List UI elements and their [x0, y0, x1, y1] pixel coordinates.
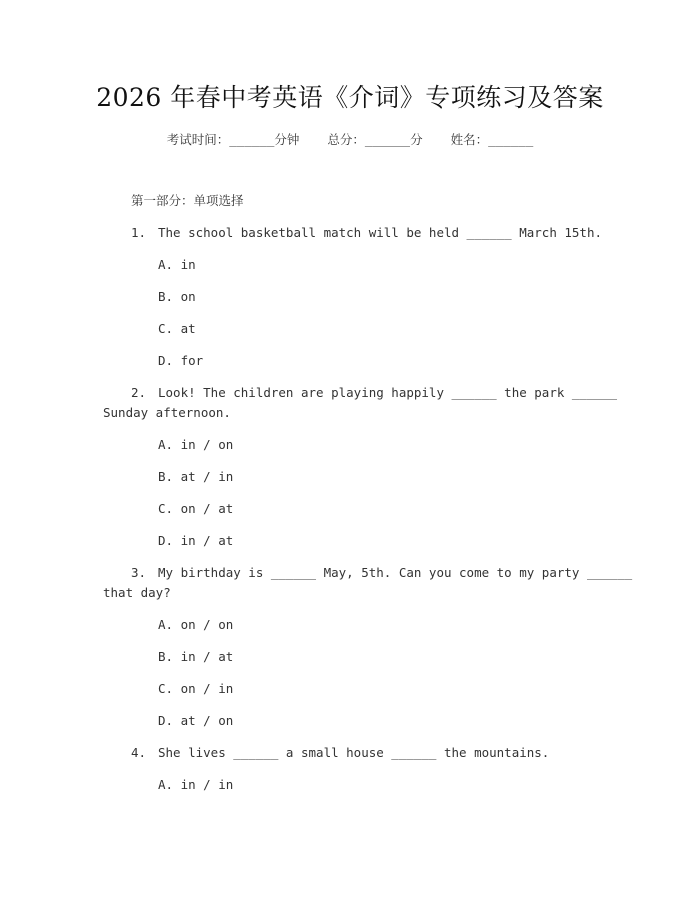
exam-time-label: 考试时间：______分钟	[166, 132, 300, 147]
total-score-label: 总分：______分	[327, 132, 423, 147]
question-2-option-d: D. in / at	[158, 533, 234, 548]
question-2-text-line-1: Look! The children are playing happily ______ the park ______	[158, 385, 618, 400]
question-3-option-b: B. in / at	[158, 649, 234, 664]
question-1-number: 1.	[131, 225, 147, 240]
question-2-text-line-2: Sunday afternoon.	[103, 405, 231, 420]
student-name-label: 姓名：______	[450, 132, 534, 147]
document-title: 2026 年春中考英语《介词》专项练习及答案	[96, 83, 604, 112]
exam-meta	[0, 130, 700, 148]
question-1-option-c: C. at	[158, 321, 196, 336]
question-3-text-line-1: My birthday is ______ May, 5th. Can you come to my party ______	[158, 565, 633, 580]
question-4-text: She lives ______ a small house ______ the mountains.	[158, 745, 550, 760]
question-1-option-a: A. in	[158, 257, 196, 272]
section-title: 第一部分：单项选择	[131, 193, 244, 208]
question-1-option-d: D. for	[158, 353, 204, 368]
question-1-text: The school basketball match will be held ______ March 15th.	[158, 225, 603, 240]
question-4-option-a: A. in / in	[158, 777, 234, 792]
question-2-option-a: A. in / on	[158, 437, 234, 452]
question-2-option-c: C. on / at	[158, 501, 234, 516]
question-1-option-b: B. on	[158, 289, 196, 304]
question-4-number: 4.	[131, 745, 147, 760]
question-3-option-c: C. on / in	[158, 681, 234, 696]
question-3-number: 3.	[131, 565, 147, 580]
question-2-number: 2.	[131, 385, 147, 400]
question-2-option-b: B. at / in	[158, 469, 234, 484]
question-3-option-d: D. at / on	[158, 713, 234, 728]
question-3-text-line-2: that day?	[103, 585, 171, 600]
question-3-option-a: A. on / on	[158, 617, 234, 632]
